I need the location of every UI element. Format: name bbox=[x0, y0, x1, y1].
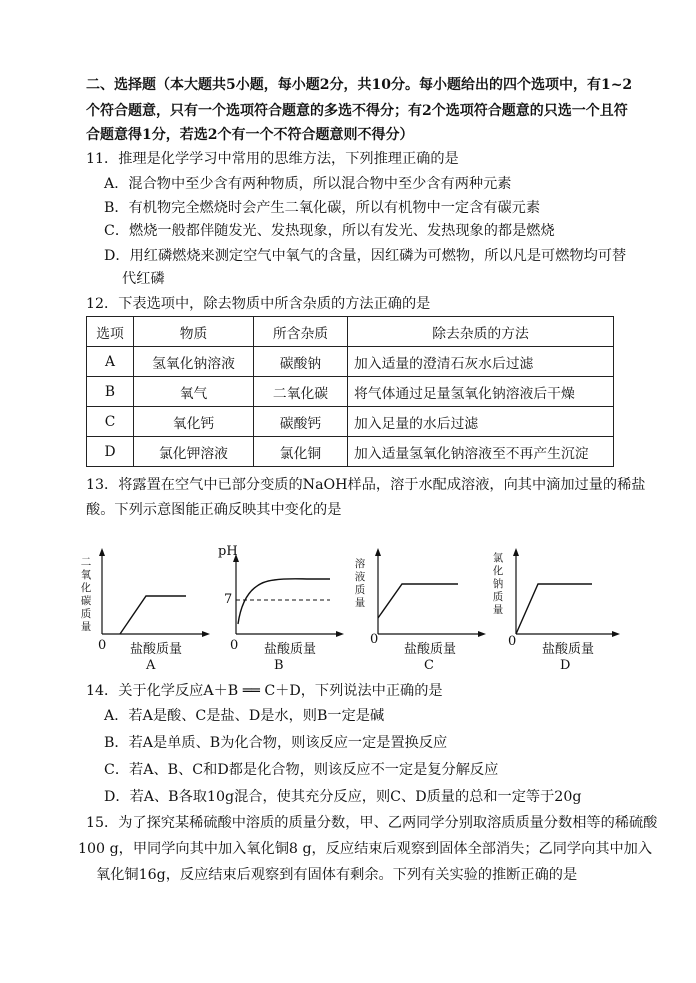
table-cell: 氧化钙 bbox=[134, 407, 254, 437]
table-cell: 碳酸钙 bbox=[254, 407, 348, 437]
q14-option-c: C．若A、B、C和D都是化合物，则该反应不一定是复分解反应 bbox=[104, 762, 499, 778]
graph-b-xlabel: 盐酸质量 bbox=[264, 642, 317, 657]
q14-option-d: D．若A、B各取10g混合，使其充分反应，则C、D质量的总和一定等于20g bbox=[104, 789, 582, 805]
table-row bbox=[87, 377, 614, 407]
q11-option-b: B．有机物完全燃烧时会产生二氧化碳，所以有机物中一定含有碳元素 bbox=[104, 200, 541, 216]
q11-option-a: A．混合物中至少含有两种物质，所以混合物中至少含有两种元素 bbox=[104, 176, 512, 192]
graph-c-origin: 0 bbox=[370, 632, 379, 647]
table-cell: 氯化铜 bbox=[254, 437, 348, 467]
table-cell: 将气体通过足量氢氧化钠溶液后干燥 bbox=[348, 377, 614, 407]
section-header-line-3: 合题意得1分，若选2个有一个不符合题意则不得分） bbox=[86, 127, 414, 143]
table-header-cell: 所含杂质 bbox=[254, 317, 348, 347]
graph-b bbox=[212, 544, 352, 676]
graph-c-xlabel: 盐酸质量 bbox=[404, 642, 457, 657]
q11-stem: 11．推理是化学学习中常用的思维方法，下列推理正确的是 bbox=[86, 151, 459, 167]
q15-line-1: 15．为了探究某稀硫酸中溶质的质量分数，甲、乙两同学分别取溶质质量分数相等的稀硫酸 bbox=[86, 815, 658, 831]
q13-stem-line-2: 酸。下列示意图能正确反映其中变化的是 bbox=[86, 502, 342, 518]
graph-d-ylabel: 氯化钠质量 bbox=[492, 552, 504, 616]
graph-b-ref-label: 7 bbox=[224, 592, 233, 607]
graph-b-letter: B bbox=[274, 658, 284, 673]
table-cell: 二氧化碳 bbox=[254, 377, 348, 407]
q12-stem: 12．下表选项中，除去物质中所含杂质的方法正确的是 bbox=[86, 296, 431, 312]
table-cell: 加入适量氢氧化钠溶液至不再产生沉淀 bbox=[348, 437, 614, 467]
graph-a bbox=[74, 548, 214, 676]
x-axis-arrow bbox=[478, 631, 486, 637]
graph-a-ylabel: 二氧化碳质量 bbox=[80, 556, 92, 633]
q14-stem: 14．关于化学反应A＋B ══ C＋D，下列说法中正确的是 bbox=[86, 683, 443, 699]
graph-a-letter: A bbox=[146, 658, 156, 673]
graph-c-curve bbox=[378, 584, 458, 618]
x-axis-arrow bbox=[336, 631, 344, 637]
graph-b-ylabel: pH bbox=[218, 544, 238, 559]
section-header-line-1: 二、选择题（本大题共5小题，每小题2分，共10分。每小题给出的四个选项中，有1~2 bbox=[86, 77, 633, 93]
x-axis-arrow bbox=[612, 631, 620, 637]
q15-line-2: 100 g，甲同学向其中加入氧化铜8 g，反应结束后观察到固体全部消失；乙同学向其中加入 bbox=[78, 841, 653, 857]
q11-option-d: D．用红磷燃烧来测定空气中氧气的含量，因红磷为可燃物，所以凡是可燃物均可替 bbox=[104, 248, 627, 264]
table-cell: 碳酸钠 bbox=[254, 347, 348, 377]
y-axis-arrow bbox=[375, 548, 381, 556]
table-header-cell: 选项 bbox=[87, 317, 134, 347]
table-header-row bbox=[87, 317, 614, 347]
graph-c-ylabel: 溶液质量 bbox=[354, 558, 366, 609]
table-row bbox=[87, 407, 614, 437]
graph-c bbox=[348, 548, 488, 676]
graph-b-origin: 0 bbox=[230, 638, 239, 653]
table-cell: 氯化钾溶液 bbox=[134, 437, 254, 467]
x-axis-arrow bbox=[202, 631, 210, 637]
table-cell: 氧气 bbox=[134, 377, 254, 407]
table-header-cell: 除去杂质的方法 bbox=[348, 317, 614, 347]
graph-a-curve bbox=[120, 596, 186, 634]
table-cell: A bbox=[87, 347, 134, 377]
q11-option-c: C．燃烧一般都伴随发光、发热现象，所以有发光、发热现象的都是燃烧 bbox=[104, 223, 555, 239]
table-row bbox=[87, 437, 614, 467]
graph-d-origin: 0 bbox=[508, 634, 517, 649]
q12-table bbox=[86, 316, 614, 467]
graph-d-curve bbox=[516, 584, 592, 634]
table-cell: 氢氧化钠溶液 bbox=[134, 347, 254, 377]
y-axis-arrow bbox=[99, 548, 105, 556]
q14-option-b: B．若A是单质、B为化合物，则该反应一定是置换反应 bbox=[104, 735, 448, 751]
q11-option-d-cont: 代红磷 bbox=[122, 271, 165, 287]
table-cell: D bbox=[87, 437, 134, 467]
q15-line-3: 氧化铜16g，反应结束后观察到有固体有剩余。下列有关实验的推断正确的是 bbox=[96, 867, 578, 883]
graph-d-letter: D bbox=[560, 658, 571, 673]
graph-d-xlabel: 盐酸质量 bbox=[542, 642, 595, 657]
graph-b-curve bbox=[238, 579, 330, 624]
graph-c-letter: C bbox=[424, 658, 434, 673]
y-axis-arrow bbox=[513, 548, 519, 556]
q13-stem-line-1: 13．将露置在空气中已部分变质的NaOH样品，溶于水配成溶液，向其中滴加过量的稀盐 bbox=[86, 477, 646, 493]
table-header-cell: 物质 bbox=[134, 317, 254, 347]
table-row bbox=[87, 347, 614, 377]
graph-a-origin: 0 bbox=[98, 638, 107, 653]
graph-d bbox=[486, 548, 626, 676]
table-cell: 加入适量的澄清石灰水后过滤 bbox=[348, 347, 614, 377]
section-header-line-2: 个符合题意，只有一个选项符合题意的多选不得分；有2个选项符合题意的只选一个且符 bbox=[86, 103, 628, 119]
graph-a-xlabel: 盐酸质量 bbox=[130, 642, 183, 657]
table-cell: 加入足量的水后过滤 bbox=[348, 407, 614, 437]
table-cell: B bbox=[87, 377, 134, 407]
table-cell: C bbox=[87, 407, 134, 437]
q14-option-a: A．若A是酸、C是盐、D是水，则B一定是碱 bbox=[104, 708, 385, 724]
